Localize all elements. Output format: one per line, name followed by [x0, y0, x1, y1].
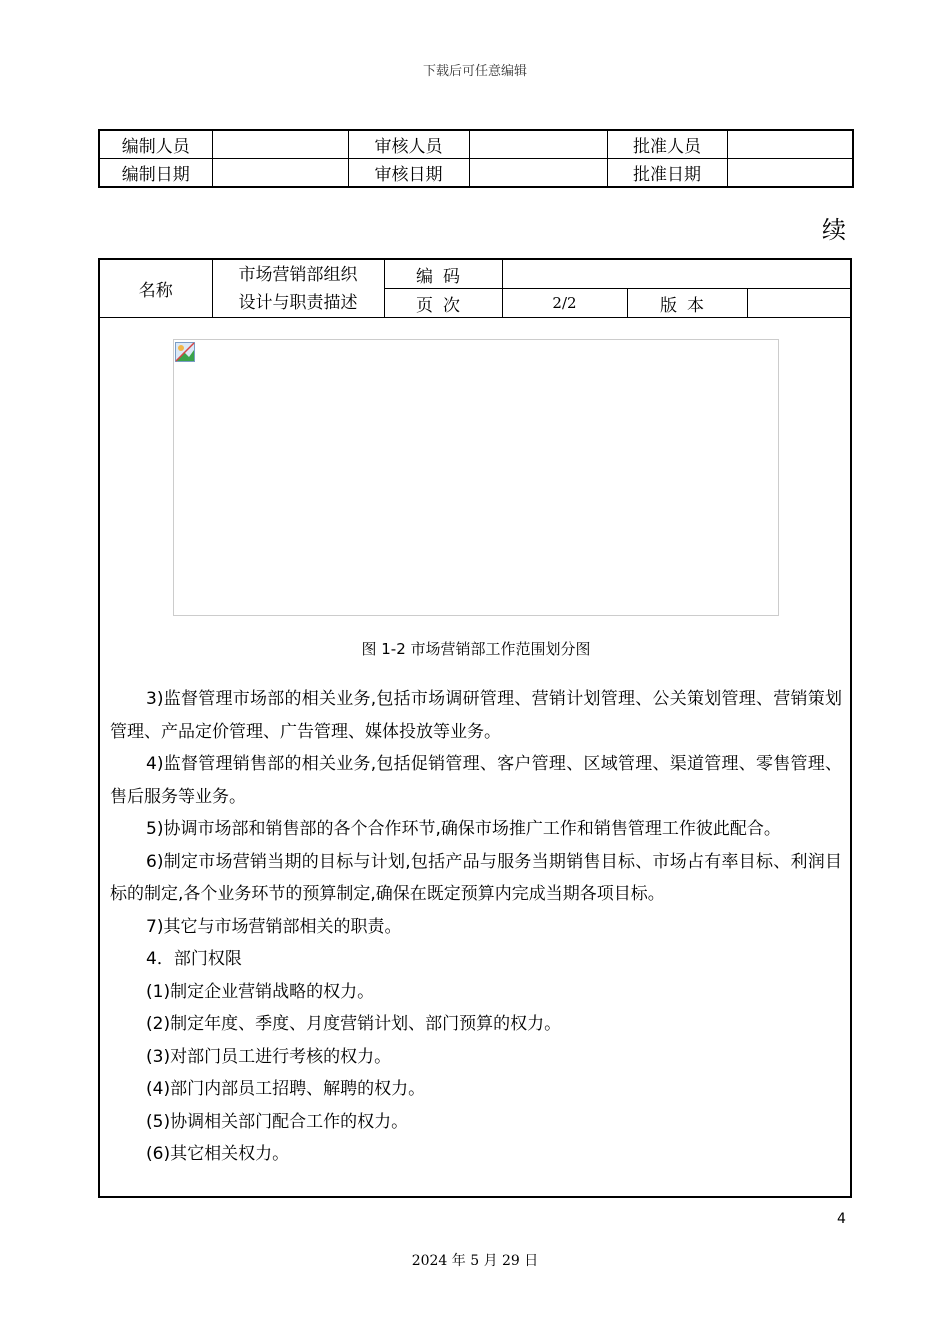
paragraph: 4)监督管理销售部的相关业务,包括促销管理、客户管理、区域管理、渠道管理、零售管理、售后服务等业务。: [110, 754, 842, 807]
name-value: [212, 259, 384, 318]
version-value[interactable]: [747, 289, 851, 318]
approved-date-value[interactable]: [727, 159, 853, 188]
reviewed-date-label: 审核日期: [348, 159, 469, 188]
paragraph: 7)其它与市场营销部相关的职责。: [146, 916, 402, 937]
paragraph: 3)监督管理市场部的相关业务,包括市场调研管理、营销计划管理、公关策划管理、营销策划管理、产品定价管理、广告管理、媒体投放等业务。: [110, 689, 842, 742]
paragraph: (3)对部门员工进行考核的权力。: [146, 1046, 392, 1067]
name-value-line2: 设计与职责描述: [238, 292, 358, 313]
prepared-date-value[interactable]: [212, 159, 348, 188]
header-note: 下载后可任意编辑: [422, 64, 527, 79]
broken-image-icon: [175, 342, 195, 362]
prepared-date-label: 编制日期: [99, 159, 212, 188]
reviewed-by-label: 审核人员: [348, 130, 469, 159]
code-value[interactable]: [502, 259, 851, 289]
paragraph: 5)协调市场部和销售部的各个合作环节,确保市场推广工作和销售管理工作彼此配合。: [146, 819, 781, 839]
figure-placeholder: [173, 339, 779, 616]
page-number: 4: [837, 1211, 846, 1227]
approved-by-label: 批准人员: [607, 130, 727, 159]
body-text: [110, 683, 842, 1171]
section-heading: 4．部门权限: [146, 949, 242, 969]
paragraph: 6)制定市场营销当期的目标与计划,包括产品与服务当期销售目标、市场占有率目标、利润目标的制定,各个业务环节的预算制定,确保在既定预算内完成当期各项目标。: [110, 851, 842, 904]
signature-row-preparer: [99, 130, 853, 159]
paragraph: (5)协调相关部门配合工作的权力。: [146, 1111, 409, 1132]
footer-date: 2024 年 5 月 29 日: [411, 1253, 539, 1269]
paragraph: (6)其它相关权力。: [146, 1144, 290, 1164]
paragraph: (2)制定年度、季度、月度营销计划、部门预算的权力。: [146, 1014, 562, 1034]
approved-by-value[interactable]: [727, 130, 853, 159]
content-area: [99, 318, 851, 1198]
document-table: [98, 258, 852, 1198]
name-label: 名称: [99, 259, 212, 318]
approved-date-label: 批准日期: [607, 159, 727, 188]
paragraph: (4)部门内部员工招聘、解聘的权力。: [146, 1079, 426, 1099]
continued-label: 续: [822, 216, 846, 244]
reviewed-by-value[interactable]: [469, 130, 607, 159]
page-label: 页次: [384, 289, 502, 318]
version-label: 版本: [627, 289, 747, 318]
reviewed-date-value[interactable]: [469, 159, 607, 188]
paragraph: (1)制定企业营销战略的权力。: [146, 981, 375, 1002]
name-value-line1: 市场营销部组织: [238, 264, 358, 285]
code-label: 编码: [384, 259, 502, 289]
prepared-by-value[interactable]: [212, 130, 348, 159]
signature-row-dates: [99, 159, 853, 188]
figure-caption: 图 1-2 市场营销部工作范围划分图: [361, 640, 591, 658]
prepared-by-label: 编制人员: [99, 130, 212, 159]
page-value: 2/2: [502, 289, 627, 318]
signature-table: [98, 129, 854, 188]
